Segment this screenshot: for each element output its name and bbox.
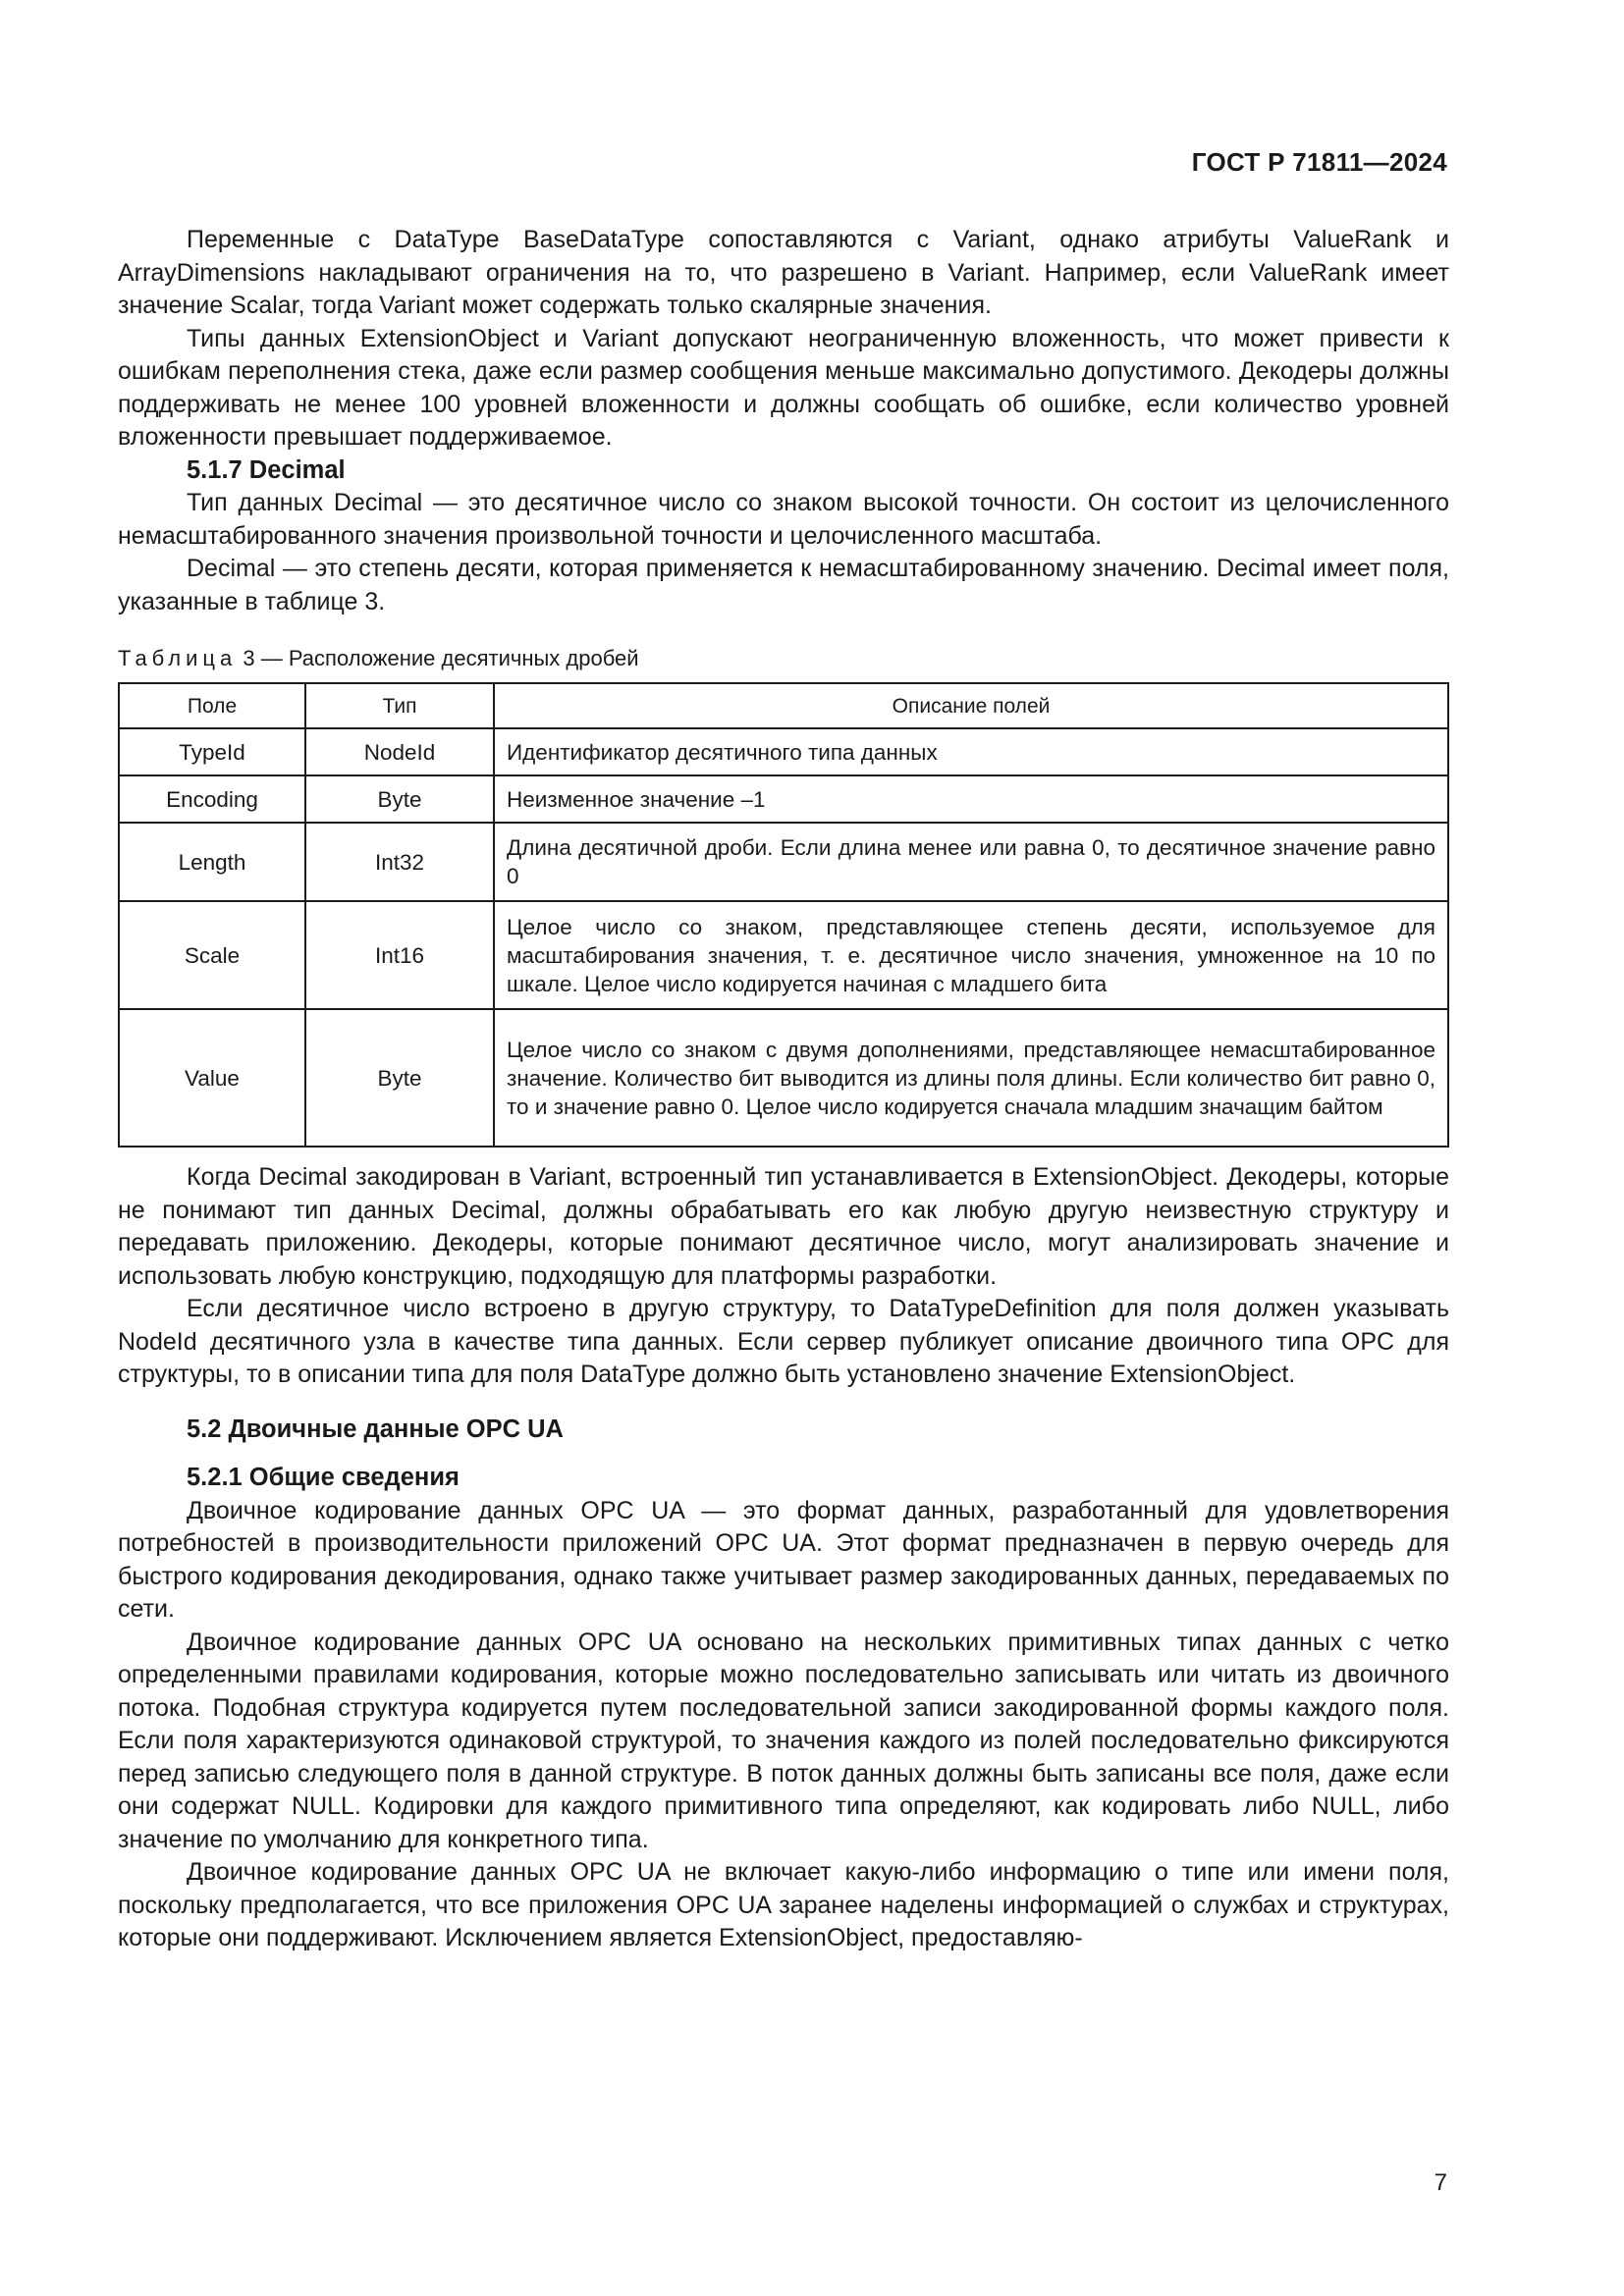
- paragraph: Когда Decimal закодирован в Variant, встроенный тип устанавливается в ExtensionObject. Декодеры, которые не понимают тип данных Decimal, должны обрабатывать его как любую другую неизвестную структуру и передавать приложению. Декодеры, которые понимают десятичное число, могут анализировать значение и использовать любую конструкцию, подходящую для платформы разработки.: [118, 1163, 1449, 1290]
- cell-type: Byte: [305, 775, 494, 823]
- cell-type: NodeId: [305, 728, 494, 775]
- cell-field: Encoding: [119, 775, 305, 823]
- table-row: [119, 823, 1448, 901]
- cell-description: Неизменное значение –1: [494, 775, 1448, 823]
- column-header-type: Тип: [305, 683, 494, 728]
- decimal-fields-table: [118, 682, 1449, 1148]
- cell-description: Идентификатор десятичного типа данных: [494, 728, 1448, 775]
- paragraph: Двоичное кодирование данных OPC UA основано на нескольких примитивных типах данных с четко определенными правилами кодирования, которые можно последовательно записывать или читать из двоичного потока. Подобная структура кодируется путем последовательной записи закодированной формы каждого поля. Если поля характеризуются одинаковой структурой, то значения каждого из полей последовательно фиксируются перед записью следующего поля в данной структуре. В поток данных должны быть записаны все поля, даже если они содержат NULL. Кодировки для каждого примитивного типа определяют, как кодировать либо NULL, либо значение по умолчанию для конкретного типа.: [118, 1628, 1449, 1853]
- paragraph: Если десятичное число встроено в другую структуру, то DataTypeDefinition для поля должен указывать NodeId десятичного узла в качестве типа данных. Если сервер публикует описание двоичного типа OPC для структуры, то в описании типа для поля DataType должно быть установлено значение ExtensionObject.: [118, 1295, 1449, 1388]
- paragraph: Тип данных Decimal — это десятичное число со знаком высокой точности. Он состоит из целочисленного немасштабированного значения произвольной точности и целочисленного масштаба.: [118, 489, 1449, 550]
- paragraph: Переменные с DataType BaseDataType сопоставляются с Variant, однако атрибуты ValueRank и ArrayDimensions накладывают ограничения на то, что разрешено в Variant. Например, если ValueRank имеет значение Scalar, тогда Variant может содержать только скалярные значения.: [118, 226, 1449, 319]
- table-row: [119, 775, 1448, 823]
- table-caption-label: Таблица: [118, 646, 238, 670]
- cell-field: Scale: [119, 901, 305, 1009]
- section-heading-5-1-7: 5.1.7 Decimal: [187, 455, 346, 484]
- table-caption-text: 3 — Расположение десятичных дробей: [243, 646, 639, 670]
- paragraph: Двоичное кодирование данных OPC UA — это формат данных, разработанный для удовлетворения потребностей в производительности приложений OPC UA. Этот формат предназначен в первую очередь для быстрого кодирования декодирования, однако также учитывает размер закодированных данных, передаваемых по сети.: [118, 1496, 1449, 1623]
- section-heading-5-2-1: 5.2.1 Общие сведения: [187, 1464, 460, 1491]
- cell-type: Byte: [305, 1009, 494, 1147]
- table-header-row: [119, 683, 1448, 728]
- table-row: [119, 901, 1448, 1009]
- cell-type: Int32: [305, 823, 494, 901]
- table-row: [119, 728, 1448, 775]
- standard-designation: ГОСТ Р 71811—2024: [1191, 147, 1447, 177]
- cell-description: Целое число со знаком с двумя дополнениями, представляющее немасштабированное значение. Количество бит выводится из длины поля длины. Если количество бит равно 0, то и значение равно 0. Целое число кодируется сначала младшим значащим байтом: [494, 1009, 1448, 1147]
- table-caption: [118, 645, 1449, 672]
- table-row: [119, 1009, 1448, 1147]
- column-header-description: Описание полей: [494, 683, 1448, 728]
- section-heading-5-2: 5.2 Двоичные данные OPC UA: [187, 1415, 564, 1443]
- paragraph: Типы данных ExtensionObject и Variant допускают неограниченную вложенность, что может привести к ошибкам переполнения стека, даже если размер сообщения меньше максимально допустимого. Декодеры должны поддерживать не менее 100 уровней вложенности и должны сообщать об ошибке, если количество уровней вложенности превышает поддерживаемое.: [118, 324, 1449, 451]
- cell-field: Value: [119, 1009, 305, 1147]
- paragraph: Двоичное кодирование данных OPC UA не включает какую-либо информацию о типе или имени поля, поскольку предполагается, что все приложения OPC UA заранее наделены информацией о службах и структурах, которые они поддерживают. Исключением является ExtensionObject, предоставляю-: [118, 1858, 1449, 1951]
- document-body: [118, 224, 1449, 1955]
- cell-description: Длина десятичной дроби. Если длина менее или равна 0, то десятичное значение равно 0: [494, 823, 1448, 901]
- cell-field: Length: [119, 823, 305, 901]
- page-number: 7: [1434, 2169, 1447, 2196]
- cell-type: Int16: [305, 901, 494, 1009]
- paragraph: Decimal — это степень десяти, которая применяется к немасштабированному значению. Decimal имеет поля, указанные в таблице 3.: [118, 555, 1449, 615]
- cell-description: Целое число со знаком, представляющее степень десяти, используемое для масштабирования значения, т. е. десятичное число значения, умноженное на 10 по шкале. Целое число кодируется начиная с младшего бита: [494, 901, 1448, 1009]
- column-header-field: Поле: [119, 683, 305, 728]
- cell-field: TypeId: [119, 728, 305, 775]
